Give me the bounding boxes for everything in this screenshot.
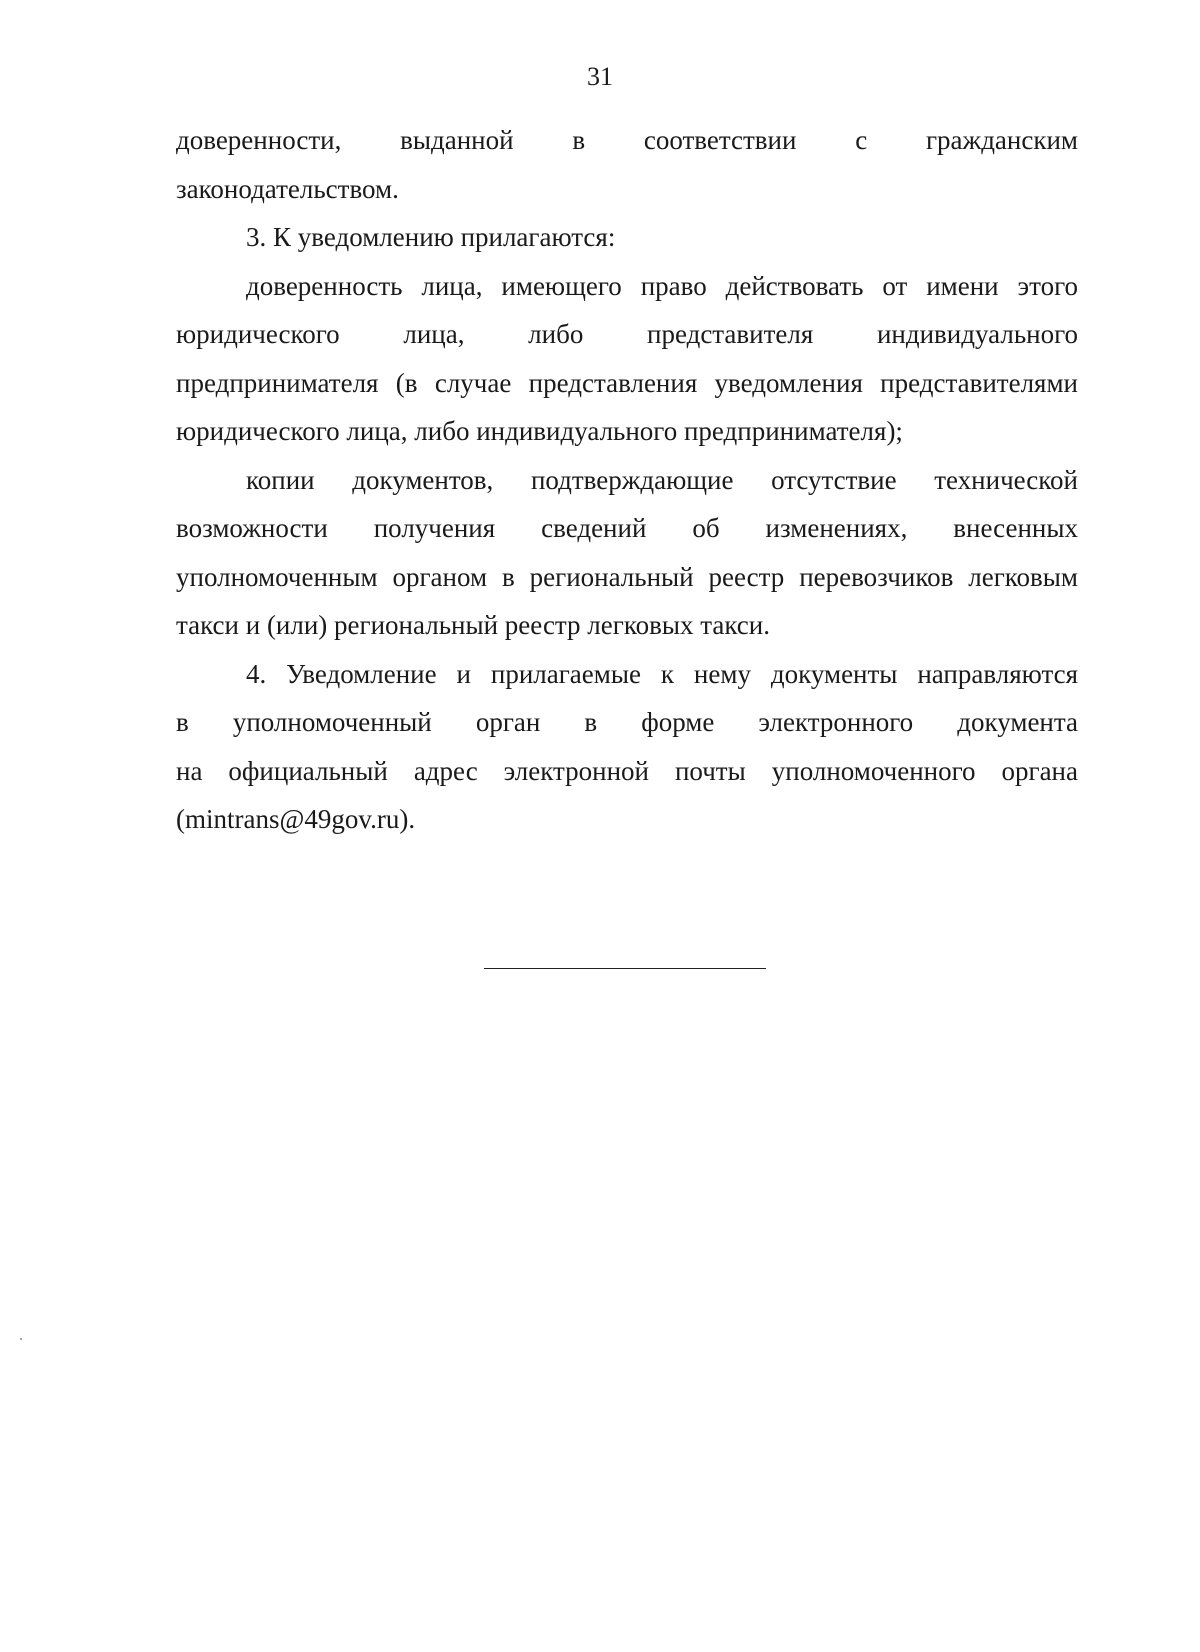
text-line: предпринимателя (в случае представления уведомления представителями xyxy=(176,367,1078,398)
text-line: доверенности, выданной в соответствии с гражданским xyxy=(176,125,1078,155)
text-line: уполномоченным органом в региональный реестр перевозчиков легковым xyxy=(176,561,1078,592)
paragraph-power-of-attorney xyxy=(176,262,1078,456)
paragraph-continuation xyxy=(176,116,1078,213)
text-line: возможности получения сведений об изменениях, внесенных xyxy=(176,513,1078,543)
paragraph-item-4 xyxy=(176,650,1078,844)
text-line: такси и (или) региональный реестр легковых такси. xyxy=(176,610,770,640)
page-number: 31 xyxy=(587,62,613,91)
end-of-document-rule xyxy=(484,968,766,969)
paragraph-document-copies xyxy=(176,456,1078,650)
text-line: юридического лица, либо индивидуального предпринимателя); xyxy=(176,416,903,446)
document-body xyxy=(176,116,1078,844)
text-line: 3. К уведомлению прилагаются: xyxy=(246,222,616,252)
text-line: доверенность лица, имеющего право действовать от имени этого xyxy=(246,270,1078,301)
text-line: (mintrans@49gov.ru). xyxy=(176,804,416,834)
text-line: юридического лица, либо представителя индивидуального xyxy=(176,319,1078,349)
paragraph-item-3 xyxy=(176,213,1078,262)
scan-speck xyxy=(20,1338,22,1340)
text-line: на официальный адрес электронной почты уполномоченного органа xyxy=(176,755,1078,786)
text-line: законодательством. xyxy=(176,173,399,204)
text-line: 4. Уведомление и прилагаемые к нему документы направляются xyxy=(246,658,1078,689)
text-line: в уполномоченный орган в форме электронного документа xyxy=(176,707,1078,737)
text-line: копии документов, подтверждающие отсутствие технической xyxy=(246,464,1078,495)
